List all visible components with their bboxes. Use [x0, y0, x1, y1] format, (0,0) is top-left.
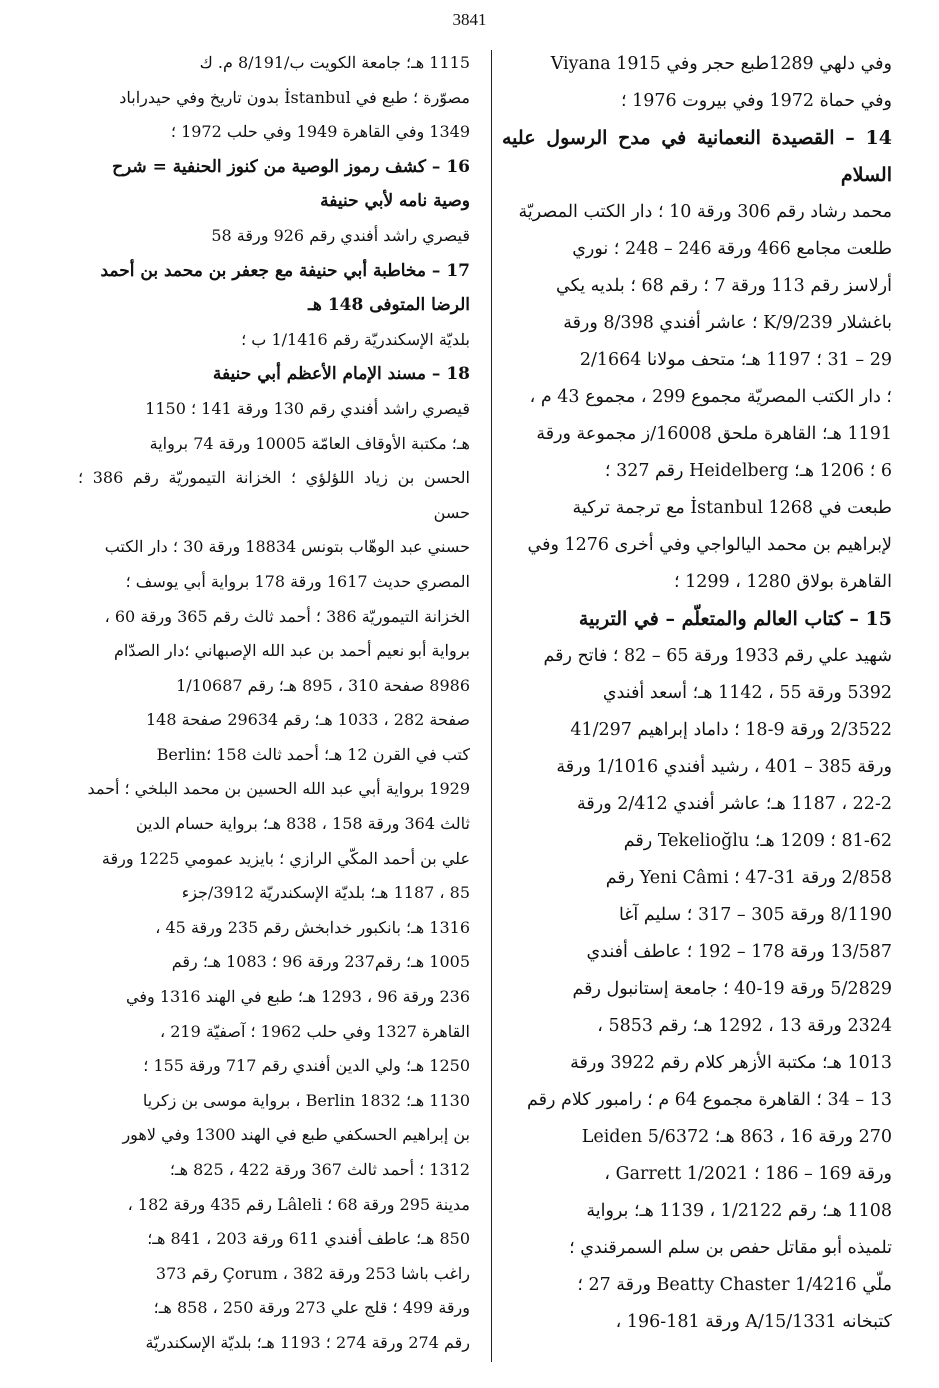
text-line: 1312 ؛ أحمد ثالث 367 ورقة 422 ، 825 هـ؛ [169, 1160, 470, 1179]
section-heading: وصية نامه لأبي حنيفة [320, 191, 470, 212]
text-line: 13/587 ورقة 178 – 192 ؛ عاطف أفندي [586, 942, 892, 962]
text-line: ورقة 385 – 401 ، رشيد أفندي 1/1016 ورقة [556, 757, 892, 777]
text-line: صفحة 282 ، 1033 هـ؛ رقم 29634 صفحة 148 [146, 710, 470, 730]
text-line: 1349 وفي القاهرة 1949 وفي حلب 1972 ؛ [170, 122, 470, 142]
text-line: 1013 هـ؛ مكتبة الأزهر كلام رقم 3922 ورقة [570, 1053, 892, 1073]
text-line: ورقة 169 – 186 ؛ 1/2021 Garrett ، [604, 1164, 892, 1184]
text-line: ؛ دار الكتب المصريّة مجموع 299 ، مجموع 43 م ، [529, 387, 892, 407]
text-line: 22-2 ، 1187 هـ؛ عاشر أفندي 2/412 ورقة [577, 794, 892, 814]
section-heading: 18 – مسند الإمام الأعظم أبي حنيفة [212, 364, 470, 385]
text-line: مصوّرة ؛ طبع في İstanbul بدون تاريخ وفي حيدراباد [119, 87, 470, 107]
text-line: طبعت في İstanbul 1268 مع ترجمة تركية [572, 498, 892, 518]
text-line: 1005 هـ؛ رقم237 ورقة 96 ؛ 1083 هـ؛ رقم [171, 952, 470, 972]
text-line: الخزانة التيموريّة 386 ؛ أحمد ثالث رقم 365 ورقة 60 ، [104, 606, 470, 626]
section-heading: 14 – القصيدة النعمانية في مدح الرسول عليه السلام [502, 127, 892, 186]
section-heading: 16 – كشف رموز الوصية من كنوز الحنفية = شرح [112, 156, 470, 177]
section-heading: الرضا المتوفى 148 هـ [307, 295, 470, 316]
text-line: 1115 هـ؛ جامعة الكويت ب/8/191 م. ك [199, 53, 470, 72]
text-line: طلعت مجامع 466 ورقة 246 – 248 ؛ نوري [572, 239, 892, 259]
text-line: ورقة 499 ؛ قلج علي 273 ورقة 250 ، 858 هـ؛ [153, 1298, 470, 1318]
column-divider [491, 50, 492, 1362]
text-line: 13 – 34 ؛ القاهرة مجموع 64 م ؛ رامبور كلام رقم [527, 1090, 892, 1110]
text-line: 2/858 ورقة 31-47 ؛ Yeni Câmi رقم [605, 868, 892, 888]
text-line: وفي دلهي 1289طبع حجر وفي Viyana 1915 [550, 54, 892, 74]
text-line: قيصري راشد أفندي رقم 130 ورقة 141 ؛ 1150 [145, 398, 470, 418]
text-line: 236 ورقة 96 ، 1293 هـ؛ طبع في الهند 1316 وفي [126, 987, 470, 1007]
text-line: 1316 هـ؛ بانكبور خدابخش رقم 235 ورقة 45 ، [155, 917, 470, 937]
text-line: أرلاسز رقم 113 ورقة 7 ؛ رقم 68 ؛ بلديه يكي [555, 276, 892, 296]
text-line: بلديّة الإسكندريّة رقم 1/1416 ب ؛ [241, 329, 470, 349]
text-line: علي بن أحمد المكّي الرازي ؛ بايزيد عمومي 1225 ورقة [101, 848, 470, 868]
text-line: 8986 صفحة 310 ، 895 هـ؛ رقم 1/10687 [176, 675, 470, 695]
text-line: القاهرة بولاق 1280 ، 1299 ؛ [673, 572, 892, 592]
text-line: باغشلار 9/239/K ؛ عاشر أفندي 8/398 ورقة [563, 313, 892, 333]
text-line: 2324 ورقة 13 ، 1292 هـ؛ رقم 5853 ، [597, 1016, 892, 1036]
text-line: هـ؛ مكتبة الأوقاف العامّة 10005 ورقة 74 برواية [149, 433, 470, 453]
text-line: 2/3522 ورقة 9-18 ؛ داماد إبراهيم 41/297 [570, 720, 892, 740]
text-line: 1130 هـ؛ Berlin 1832 ، برواية موسى بن زكريا [142, 1090, 470, 1110]
text-line: لإبراهيم بن محمد اليالواجي وفي أخرى 1276 وفي [527, 535, 892, 555]
text-line: الحسن بن زياد اللؤلؤي ؛ الخزانة التيموريّة رقم 386 ؛ حسن [78, 468, 471, 522]
text-line: وفي حماة 1972 وفي بيروت 1976 ؛ [620, 91, 892, 111]
text-line: 8/1190 ورقة 305 – 317 ؛ سليم آغا [618, 905, 892, 925]
text-line: كتب في القرن 12 هـ؛ أحمد ثالث 158 ؛Berlin [156, 744, 470, 764]
section-heading: 17 – مخاطبة أبي حنيفة مع جعفر بن محمد بن أحمد [100, 260, 470, 281]
text-line: 5/2829 ورقة 19-40 ؛ جامعة إستانبول رقم [572, 979, 892, 999]
text-line: 6 ؛ 1206 هـ؛ Heidelberg رقم 327 ؛ [604, 461, 892, 481]
text-line: 81-62 ؛ 1209 هـ؛ Tekelioğlu رقم [623, 831, 892, 851]
text-line: حسني عبد الوهّاب بتونس 18834 ورقة 30 ؛ دار الكتب [104, 537, 470, 557]
left-column [78, 46, 470, 1361]
section-heading: 15 – كتاب العالم والمتعلّم – في التربية [578, 608, 892, 630]
page-number: 3841 [452, 10, 487, 29]
text-line: محمد رشاد رقم 306 ورقة 10 ؛ دار الكتب المصريّة [518, 202, 892, 222]
text-line: كتبخانه 15/1331/A ورقة 181-196 ، [615, 1312, 892, 1332]
text-line: 29 – 31 ؛ 1197 هـ؛ متحف مولانا 2/1664 [579, 350, 892, 370]
text-line: القاهرة 1327 وفي حلب 1962 ؛ آصفيّة 219 ، [159, 1021, 470, 1041]
text-line: المصري حديث 1617 ورقة 178 برواية أبي يوسف ؛ [125, 571, 470, 591]
text-line: رقم 274 ورقة 274 ؛ 1193 هـ؛ بلديّة الإسكندريّة [145, 1332, 470, 1352]
text-line: مدينة 295 ورقة 68 ؛ Lâleli رقم 435 ورقة 182 ، [127, 1194, 470, 1214]
text-line: 270 ورقة 16 ، 863 هـ؛ 5/6372 Leiden [581, 1127, 892, 1147]
text-line: راغب باشا 253 ورقة 382 ، Çorum رقم 373 [155, 1263, 470, 1283]
text-line: 5392 ورقة 55 ، 1142 هـ؛ أسعد أفندي [602, 683, 892, 703]
text-line: ثالث 364 ورقة 158 ، 838 هـ؛ برواية حسام الدين [135, 814, 470, 834]
text-line: ملّي 1/4216 Beatty Chaster ورقة 27 ؛ [577, 1275, 892, 1295]
text-line: قيصري راشد أفندي رقم 926 ورقة 58 [211, 225, 470, 245]
text-line: 1108 هـ؛ رقم 1/2122 ، 1139 هـ؛ برواية [586, 1201, 892, 1221]
text-line: 850 هـ؛ عاطف أفندي 611 ورقة 203 ، 841 هـ؛ [147, 1229, 470, 1249]
text-line: تلميذه أبو مقاتل حفص بن سلم السمرقندي ؛ [569, 1238, 892, 1258]
text-line: 85 ، 1187 هـ؛ بلديّة الإسكندريّة 3912/جزء [181, 883, 470, 903]
text-line: برواية أبو نعيم أحمد بن عبد الله الإصبهاني ؛دار الصدّام [113, 641, 470, 661]
text-line: بن إبراهيم الحسكفي طبع في الهند 1300 وفي لاهور [122, 1125, 470, 1145]
text-line: 1191 هـ؛ القاهرة ملحق 16008/ز مجموعة ورقة [536, 424, 892, 444]
text-line: 1250 هـ؛ ولي الدين أفندي رقم 717 ورقة 155 ؛ [143, 1056, 470, 1076]
text-line: شهيد علي رقم 1933 ورقة 65 – 82 ؛ فاتح رقم [543, 646, 892, 666]
right-column [502, 46, 892, 1341]
text-line: 1929 برواية أبي عبد الله الحسين بن محمد البلخي ؛ أحمد [87, 779, 470, 799]
